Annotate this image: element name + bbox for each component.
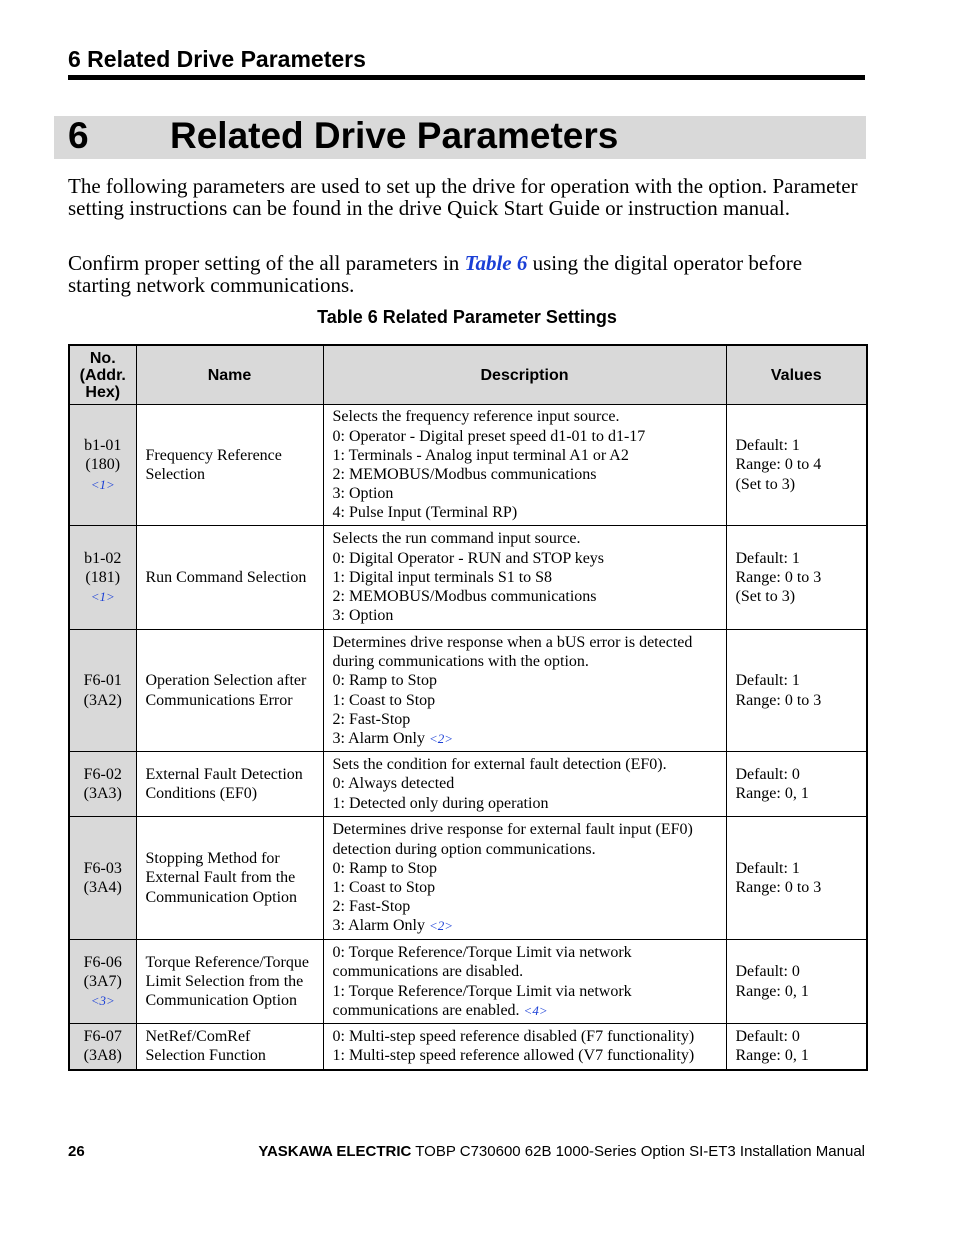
footer-manual-title: TOBP C730600 62B 1000-Series Option SI-ET3 Installation Manual [411,1143,865,1160]
param-description: Determines drive response when a bUS error is detected during communications with the option. 0: Ramp to Stop 1: Coast to Stop 2: Fast-Stop 3: Alarm Only [332,633,693,747]
param-number: F6-01 (3A2) [83,672,122,709]
param-description: Selects the frequency reference input source. 0: Operator - Digital preset speed d1-01 to d1-17 1: Terminals - Analog input terminal A1 or A2 2: MEMOBUS/Modbus communications 3: Option 4: Pulse Input (Terminal RP) [332,408,646,522]
confirm-paragraph [68,252,865,296]
confirm-text-before: Confirm proper setting of the all parameters in [68,251,465,275]
footer-text [258,1142,865,1162]
header-name [136,345,323,405]
param-name: Run Command Selection [136,526,323,630]
param-values-cell [726,630,867,752]
param-footnote-ref[interactable]: <1> [90,589,115,605]
table-body [69,405,867,1070]
param-number-cell [69,630,136,752]
param-number: b1-02 (181) [84,549,122,586]
related-parameter-table [68,344,868,1071]
header-no [69,345,136,405]
confirm-text-after: using the digital operator before starting network communications. [68,251,803,297]
param-values: Default: 0 Range: 0, 1 [735,765,809,802]
param-values-cell [726,526,867,630]
param-description: Determines drive response for external fault input (EF0) detection during option communications. 0: Ramp to Stop 1: Coast to Stop 2: Fast-Stop 3: Alarm Only [332,821,693,935]
param-name: Stopping Method for External Fault from the Communication Option [136,817,323,940]
param-description-cell [323,940,726,1024]
description-footnote-ref[interactable]: <2> [428,730,453,746]
param-name: Operation Selection after Communications Error [136,630,323,752]
intro-paragraph: The following parameters are used to set up the drive for operation with the option. Parameter setting instructions can be found in the drive Quick Start Guide or instruction manual. [68,174,858,220]
header-no-label: No. (Addr. Hex) [79,349,126,401]
running-header: 6 Related Drive Parameters [68,46,366,72]
param-values-cell [726,940,867,1024]
chapter-title: Related Drive Parameters [170,115,619,156]
param-number-cell [69,526,136,630]
param-footnote-ref[interactable]: <1> [90,476,115,492]
param-description-cell [323,630,726,752]
table-row [69,1024,867,1070]
table-row [69,526,867,630]
header-name-label: Name [207,366,252,384]
param-name: External Fault Detection Conditions (EF0) [136,752,323,817]
table-header-row [69,345,867,405]
description-footnote-ref[interactable]: <2> [428,918,453,934]
param-number-cell [69,940,136,1024]
table-row [69,817,867,940]
table-row [69,752,867,817]
table-row [69,630,867,752]
table-row [69,405,867,526]
header-values-label: Values [770,366,822,384]
param-values: Default: 1 Range: 0 to 4 (Set to 3) [735,437,822,493]
param-description-cell [323,817,726,940]
param-values: Default: 1 Range: 0 to 3 (Set to 3) [735,549,822,606]
param-description: Sets the condition for external fault detection (EF0). 0: Always detected 1: Detected only during operation [332,756,667,812]
param-name: NetRef/ComRef Selection Function [136,1024,323,1070]
param-description-cell [323,405,726,526]
param-number: F6-06 (3A7) [83,953,122,990]
param-number-cell [69,817,136,940]
header-values [726,345,867,405]
param-values: Default: 1 Range: 0 to 3 [735,859,822,896]
param-number: F6-02 (3A3) [83,765,122,802]
chapter-number: 6 [68,115,89,156]
param-number-cell [69,405,136,526]
description-footnote-ref[interactable]: <4> [523,1002,548,1018]
table-6-link[interactable]: Table 6 [464,251,528,275]
param-description-cell [323,752,726,817]
param-values-cell [726,405,867,526]
page-number: 26 [68,1143,85,1160]
param-footnote-ref[interactable]: <3> [90,993,115,1009]
param-values: Default: 0 Range: 0, 1 [735,963,809,1000]
param-description-cell [323,1024,726,1070]
param-values-cell [726,817,867,940]
param-name: Frequency Reference Selection [136,405,323,526]
table-row [69,940,867,1024]
param-number: b1-01 (180) [84,437,122,474]
param-number: F6-07 (3A8) [83,1028,122,1065]
table-caption: Table 6 Related Parameter Settings [317,307,617,327]
param-values-cell [726,752,867,817]
header-description-label: Description [480,366,569,384]
param-number-cell [69,1024,136,1070]
param-number: F6-03 (3A4) [83,859,122,896]
footer-brand: YASKAWA ELECTRIC [258,1143,412,1160]
param-values: Default: 1 Range: 0 to 3 [735,672,822,709]
header-rule [68,75,865,80]
param-description: 0: Multi-step speed reference disabled (F7 functionality) 1: Multi-step speed reference allowed (V7 functionality) [332,1028,695,1065]
param-values-cell [726,1024,867,1070]
param-description: 0: Torque Reference/Torque Limit via network communications are disabled. 1: Torque Reference/Torque Limit via network communications are enabled. [332,944,632,1019]
header-description [323,345,726,405]
param-description-cell [323,526,726,630]
param-values: Default: 0 Range: 0, 1 [735,1028,809,1065]
param-number-cell [69,752,136,817]
param-description: Selects the run command input source. 0: Digital Operator - RUN and STOP keys 1: Digital input terminals S1 to S8 2: MEMOBUS/Modbus communications 3: Option [332,530,605,625]
param-name: Torque Reference/Torque Limit Selection from the Communication Option [136,940,323,1024]
